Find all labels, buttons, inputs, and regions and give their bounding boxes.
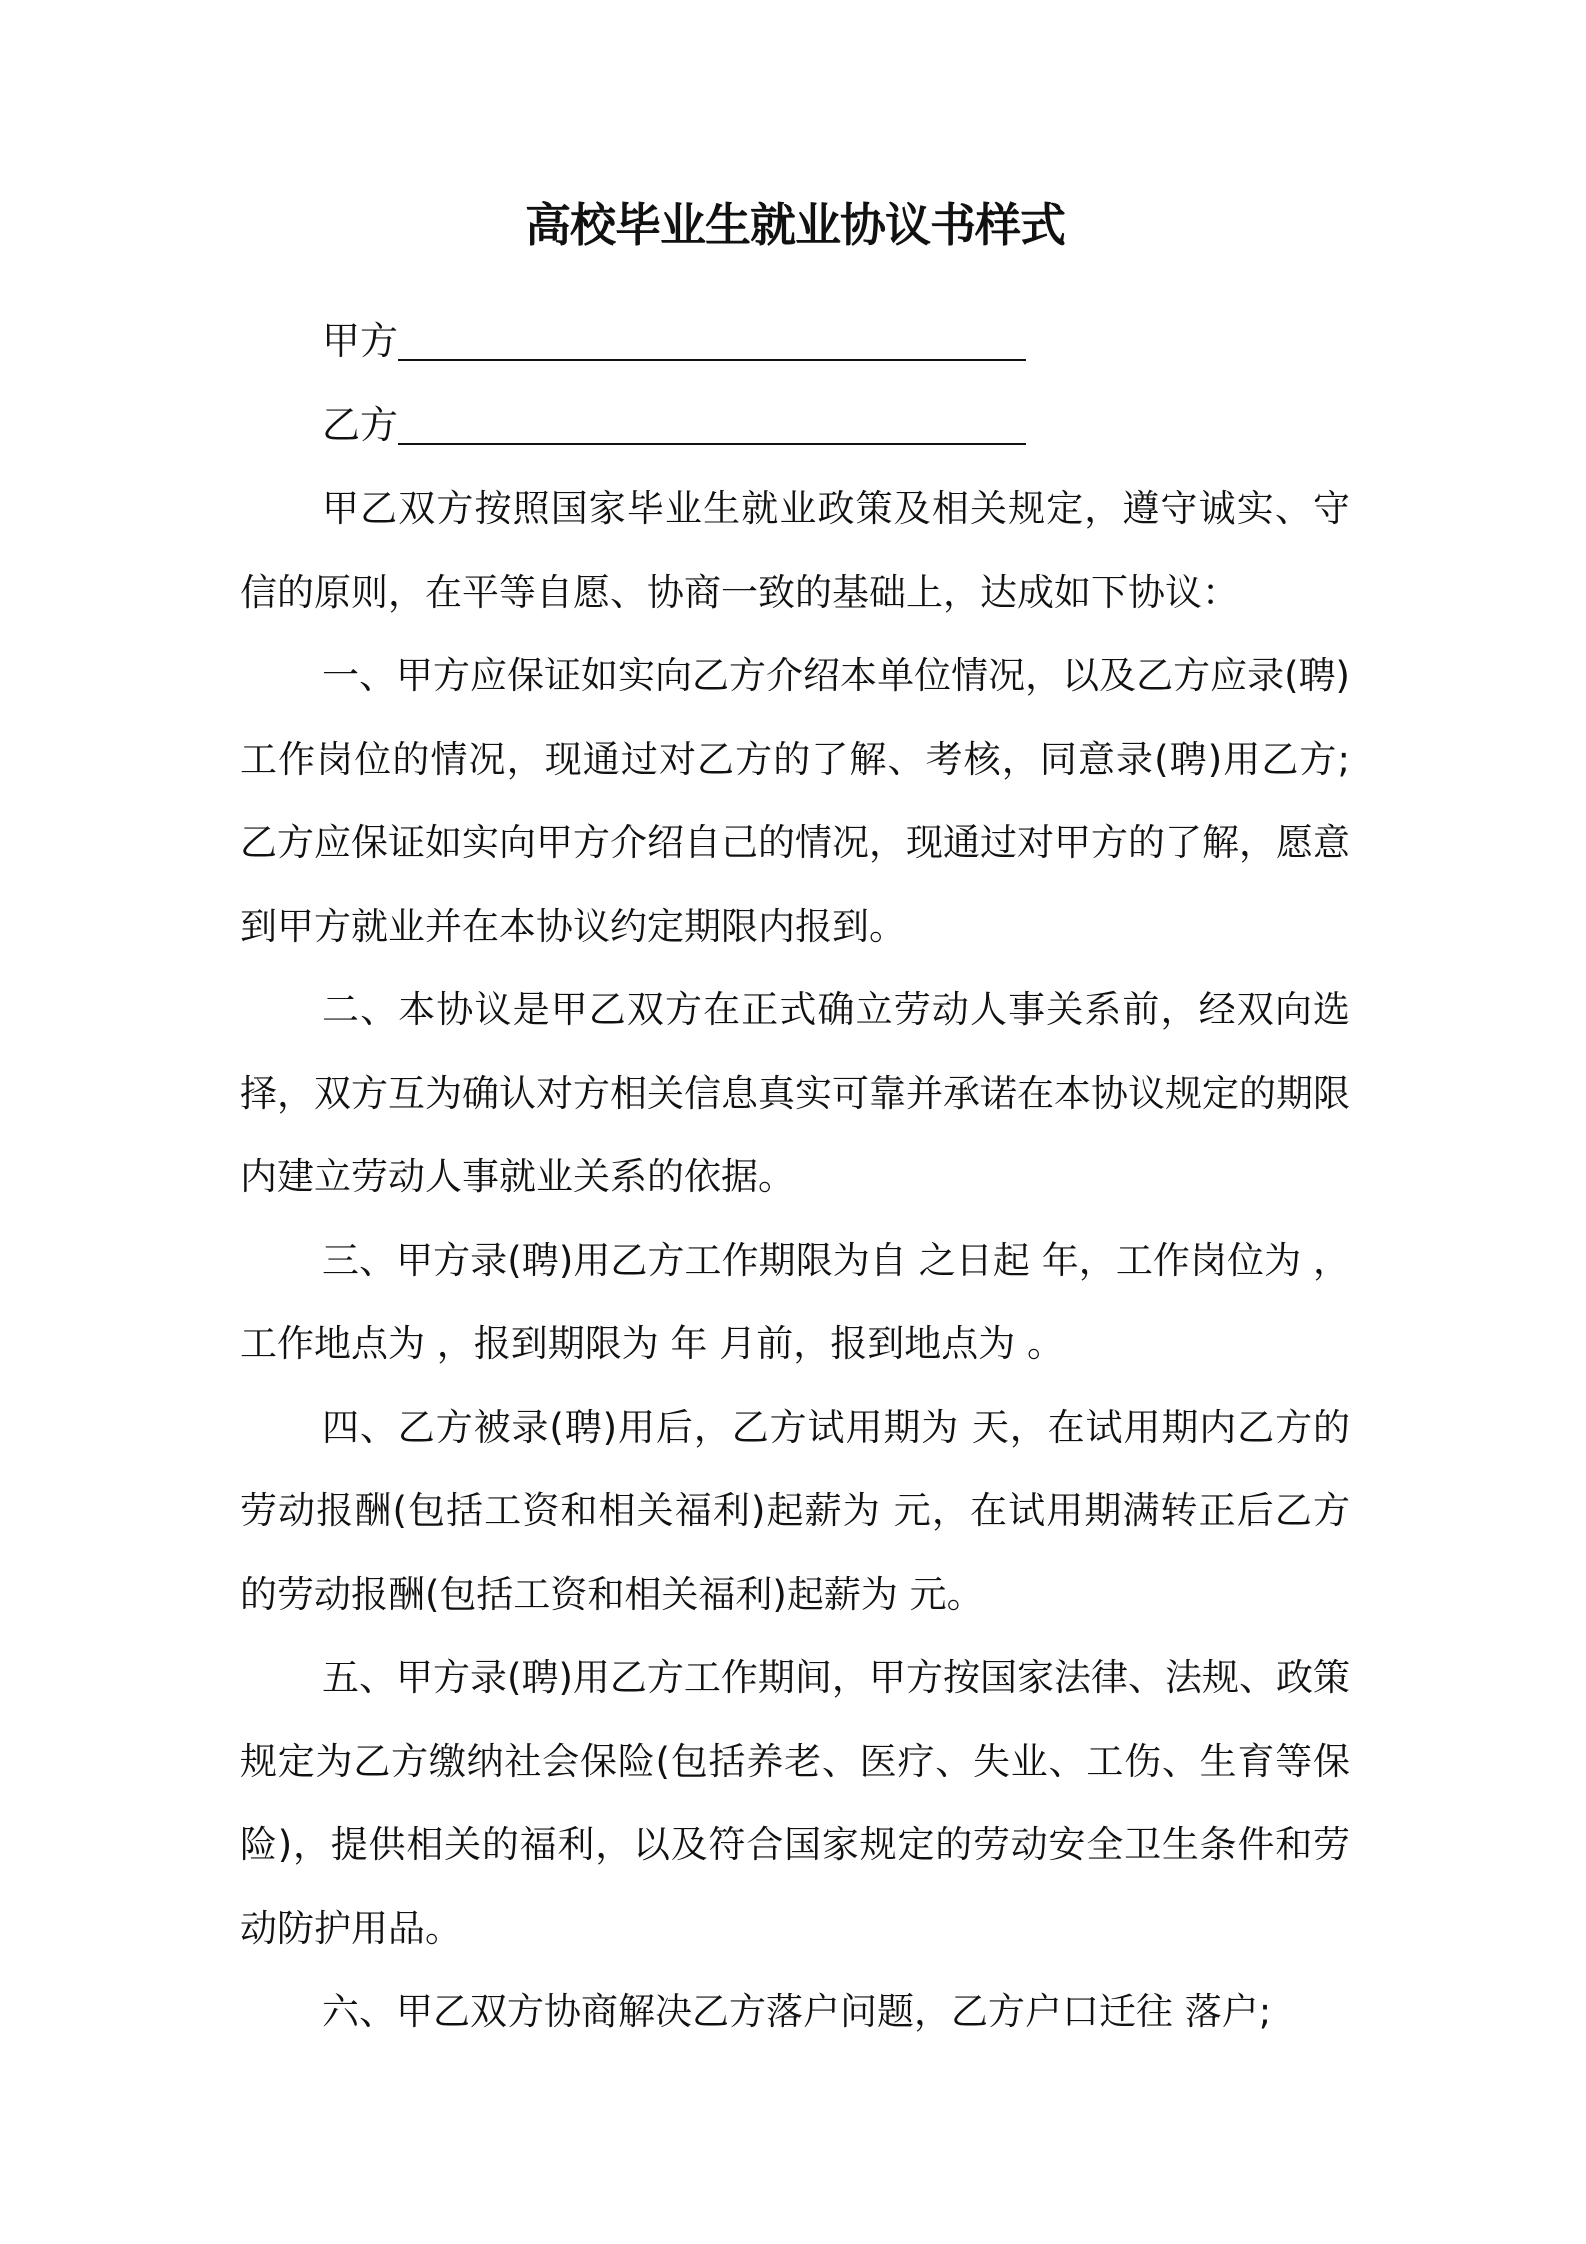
- party-b-line: [240, 383, 1350, 467]
- preamble-paragraph: 甲乙双方按照国家毕业生就业政策及相关规定，遵守诚实、守信的原则，在平等自愿、协商一致的基础上，达成如下协议：: [240, 487, 1350, 614]
- clause-3-paragraph: 三、甲方录(聘)用乙方工作期限为自 之日起 年，工作岗位为 ，工作地点为 ，报到期限为 年 月前，报到地点为 。: [240, 1238, 1350, 1365]
- clause-2-paragraph: 二、本协议是甲乙双方在正式确立劳动人事关系前，经双向选择，双方互为确认对方相关信息真实可靠并承诺在本协议规定的期限内建立劳动人事就业关系的依据。: [240, 988, 1350, 1198]
- clause-4-paragraph: 四、乙方被录(聘)用后，乙方试用期为 天，在试用期内乙方的劳动报酬(包括工资和相关福利)起薪为 元，在试用期满转正后乙方的劳动报酬(包括工资和相关福利)起薪为 元。: [240, 1405, 1350, 1616]
- document-title: 高校毕业生就业协议书样式: [525, 198, 1065, 252]
- party-b-blank: [398, 442, 1026, 445]
- party-a-line: [240, 299, 1350, 383]
- clause-6-paragraph: 六、甲乙双方协商解决乙方落户问题，乙方户口迁往 落户;: [322, 1990, 1272, 2033]
- party-a-blank: [398, 358, 1026, 361]
- party-a-label: 甲方: [322, 319, 399, 363]
- clause-1-paragraph: 一、甲方应保证如实向乙方介绍本单位情况，以及乙方应录(聘)工作岗位的情况，现通过对乙方的了解、考核，同意录(聘)用乙方;乙方应保证如实向甲方介绍自己的情况，现通过对甲方的了解，愿意到甲方就业并在本协议约定期限内报到。: [240, 654, 1350, 948]
- party-b-label: 乙方: [322, 403, 399, 447]
- document-page: [240, 195, 1350, 2054]
- clause-5-paragraph: 五、甲方录(聘)用乙方工作期间，甲方按国家法律、法规、政策规定为乙方缴纳社会保险(包括养老、医疗、失业、工伤、生育等保险)，提供相关的福利，以及符合国家规定的劳动安全卫生条件和劳动防护用品。: [240, 1656, 1350, 1950]
